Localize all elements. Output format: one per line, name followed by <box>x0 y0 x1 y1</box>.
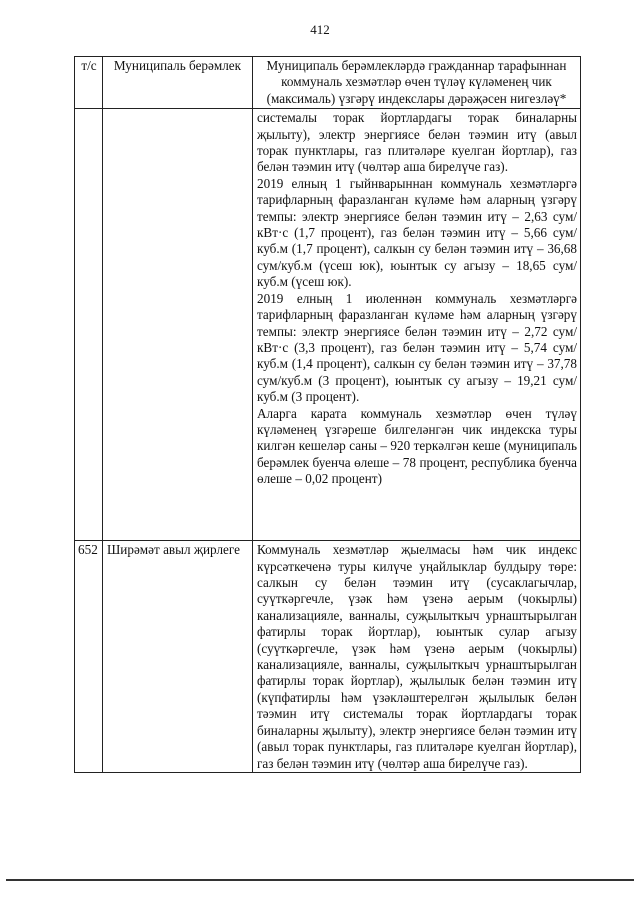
header-number: т/с <box>75 57 103 109</box>
table-row <box>75 541 581 773</box>
page-number: 412 <box>310 22 330 37</box>
table-row <box>75 109 581 541</box>
header-basis: Муниципаль берәмлекләрдә гражданнар тарафыннан коммуналь хезмәтләр өчен түләү күләменең чик (максималь) үзгәрү индекслары дәрәҗәсен нигезләү* <box>253 57 581 109</box>
header-municipality: Муниципаль берәмлек <box>103 57 253 109</box>
row-number <box>75 109 103 541</box>
basis-paragraph: системалы торак йортлардагы торак биналарны җылыту), электр энергиясе белән тәэмин итү (авыл торак пунктлары, газ плитәләре куелган йортлар), газ белән тәэмин итү (чөлтәр аша бирелүче газ). <box>257 110 577 175</box>
table-header-row <box>75 57 581 109</box>
basis-paragraph: Аларга карата коммуналь хезмәтләр өчен түләү күләменең үзгәреше билгеләнгән чик индекска туры килгән кешеләр саны – 920 теркәлгән кеше (муниципаль берәмлек буенча өлеше – 78 процент, республика буенча өлеше – 0,02 процент) <box>257 405 577 487</box>
row-number: 652 <box>75 541 103 773</box>
row-municipality <box>103 109 253 541</box>
page-bottom-rule <box>6 879 634 881</box>
row-municipality: Ширәмәт авыл җирлеге <box>103 541 253 773</box>
row-basis <box>253 109 581 541</box>
basis-paragraph: 2019 елның 1 июленнән коммуналь хезмәтләргә тарифларның фаразланган күләме һәм аларның үзгәрү темпы: электр энергиясе белән тәэмин итү – 2,72 сум/кВт·с (3,3 процент), газ белән тәэмин итү – 5,74 сум/куб.м (1,4 процент), салкын су белән тәэмин итү – 37,78 сум/куб.м (3 процент), юынтык су агызу – 19,21 сум/куб.м (3 процент). <box>257 290 577 405</box>
row-basis <box>253 541 581 773</box>
basis-paragraph: Коммуналь хезмәтләр җыелмасы һәм чик индекс күрсәткеченә туры килүче уңайлыклар булдыру төре: салкын су белән тәэмин итү (сусаклагычлар, суүткәргечле, үзәк һәм үзенә аерым (чокырлы) канализацияле, ванналы, суҗылыткыч урнаштырылган фатирлы торак йортлар), юынтык сулар агызу (суүткәргечле, үзәк һәм үзенә аерым (чокырлы) канализацияле, ванналы, суҗылыткыч урнаштырылган фатирлы торак йортлар), җылылык белән тәэмин итү (күпфатирлы һәм үзәкләштерелгән җылылык белән тәэмин итү системалы торак йортлардагы торак биналарны җылыту), электр энергиясе белән тәэмин итү (авыл торак пунктлары, газ плитәләре куелган йортлар), газ белән тәэмин итү (чөлтәр аша бирелүче газ). <box>257 542 577 771</box>
municipal-table <box>74 56 581 773</box>
basis-paragraph: 2019 елның 1 гыйнварыннан коммуналь хезмәтләргә тарифларның фаразланган күләме һәм аларның үзгәрү темпы: электр энергиясе белән тәэмин итү – 2,63 сум/кВт·с (1,7 процент), газ белән тәэмин итү – 5,66 сум/куб.м (1,7 процент), салкын су белән тәэмин итү – 36,68 сум/куб.м (үсеш юк), юынтык су агызу – 18,65 сум/куб.м (үсеш юк). <box>257 175 577 290</box>
